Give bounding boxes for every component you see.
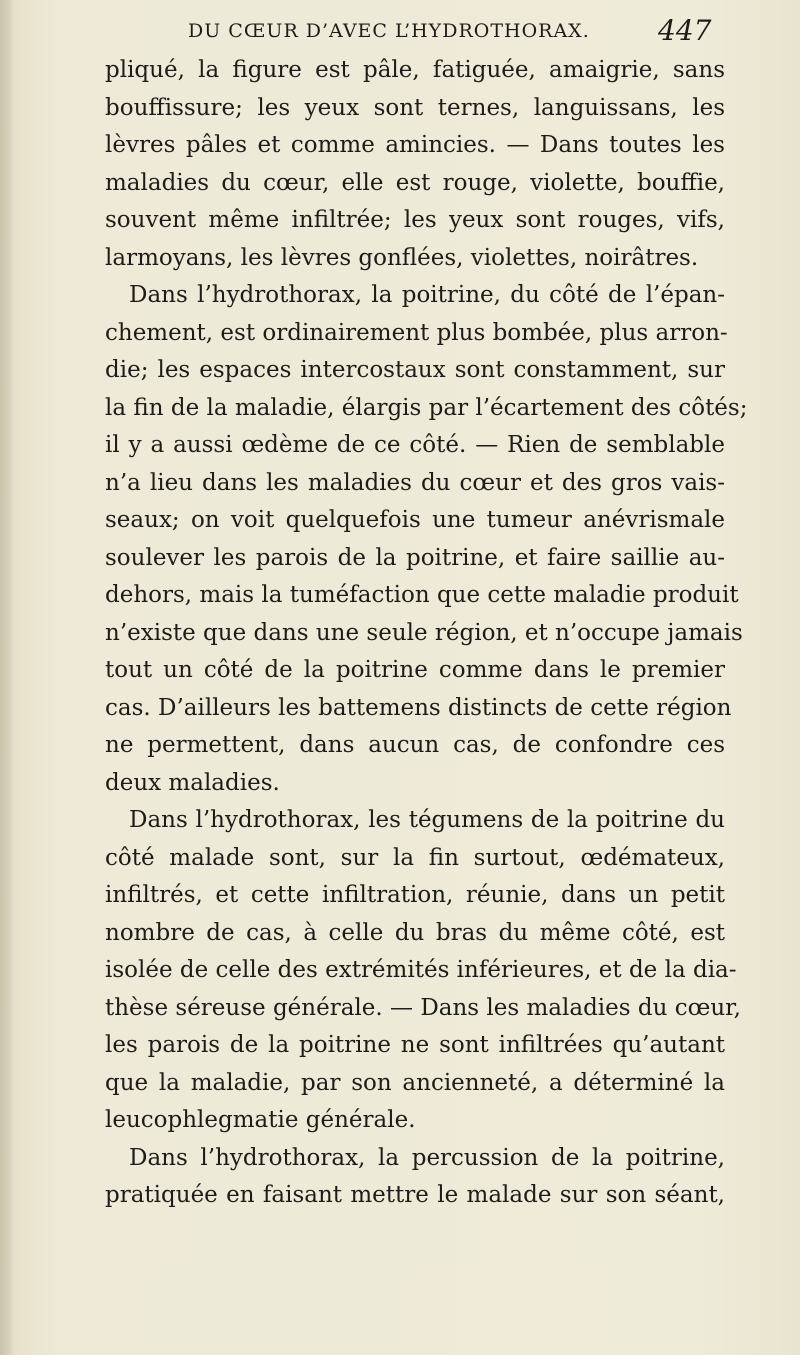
text-line: pliqué, la figure est pâle, fatiguée, amaigrie, sans (105, 57, 725, 83)
text-line: Dans l’hydrothorax, les tégumens de la poitrine du (129, 807, 725, 833)
text-line: la fin de la maladie, élargis par l’écartement des côtés; (105, 394, 748, 421)
body-text (105, 52, 748, 1215)
text-line: pratiquée en faisant mettre le malade sur son séant, (105, 1182, 725, 1208)
text-line: ne permettent, dans aucun cas, de confondre ces (105, 732, 725, 758)
text-line: lèvres pâles et comme amincies. — Dans toutes les (105, 132, 725, 158)
text-line: il y a aussi œdème de ce côté. — Rien de semblable (105, 432, 725, 458)
text-line: seaux; on voit quelquefois une tumeur anévrismale (105, 507, 725, 533)
text-line: infiltrés, et cette infiltration, réunie, dans un petit (105, 882, 725, 908)
page-gutter-shadow (0, 0, 14, 1355)
text-line: souvent même infiltrée; les yeux sont rouges, vifs, (105, 207, 725, 233)
text-line: die; les espaces intercostaux sont constamment, sur (105, 357, 725, 383)
text-line: cas. D’ailleurs les battemens distincts de cette région (105, 694, 732, 721)
text-line: tout un côté de la poitrine comme dans le premier (105, 657, 725, 683)
text-line: chement, est ordinairement plus bombée, plus arron- (105, 319, 728, 346)
text-line: isolée de celle des extrémités inférieures, et de la dia- (105, 957, 737, 983)
text-line: Dans l’hydrothorax, la poitrine, du côté de l’épan- (129, 282, 725, 308)
text-line: que la maladie, par son ancienneté, a déterminé la (105, 1069, 725, 1096)
text-line: nombre de cas, à celle du bras du même côté, est (105, 919, 725, 946)
text-line: soulever les parois de la poitrine, et faire saillie au- (105, 544, 725, 571)
running-title: DU CŒUR D’AVEC L’HYDROTHORAX. (188, 20, 590, 42)
text-line: maladies du cœur, elle est rouge, violette, bouffie, (105, 169, 725, 196)
running-header (0, 14, 800, 50)
text-line: dehors, mais la tuméfaction que cette maladie produit (105, 582, 739, 608)
text-line: Dans l’hydrothorax, la percussion de la poitrine, (129, 1144, 725, 1171)
page-number: 447 (658, 14, 712, 47)
text-line: larmoyans, les lèvres gonflées, violettes, noirâtres. (105, 244, 699, 271)
text-line: bouffissure; les yeux sont ternes, languissans, les (105, 94, 725, 121)
text-line: n’existe que dans une seule région, et n’occupe jamais (105, 619, 743, 646)
text-line: deux maladies. (105, 769, 280, 796)
text-line: les parois de la poitrine ne sont infiltrées qu’autant (105, 1032, 725, 1058)
text-line: thèse séreuse générale. — Dans les maladies du cœur, (105, 994, 741, 1021)
text-line: leucophlegmatie générale. (105, 1107, 416, 1133)
text-line: côté malade sont, sur la fin surtout, œdémateux, (105, 844, 725, 871)
text-line: n’a lieu dans les maladies du cœur et des gros vais- (105, 469, 725, 496)
